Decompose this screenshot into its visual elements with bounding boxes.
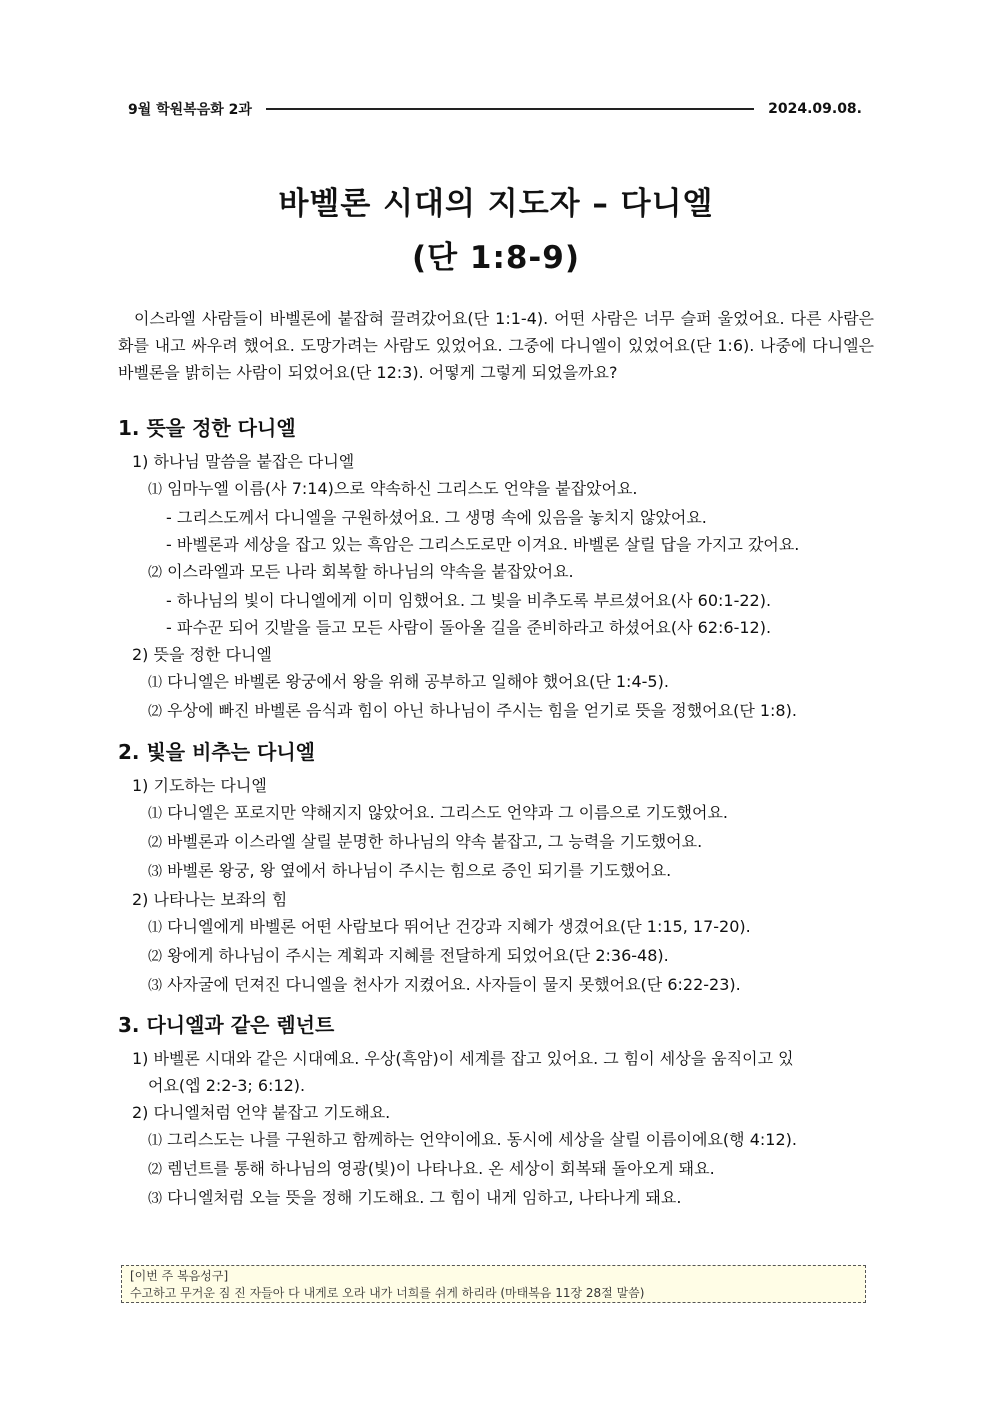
item-marker: ⑶ — [148, 978, 162, 994]
section-1 — [118, 414, 878, 726]
dash-item — [118, 587, 878, 614]
item-marker: ⑴ — [148, 675, 162, 691]
subheading-item — [118, 641, 878, 668]
numbered-item — [118, 1184, 878, 1213]
item-marker: ⑵ — [148, 704, 162, 720]
subheading-item — [118, 772, 878, 799]
page-title: 바벨론 시대의 지도자 – 다니엘 — [278, 186, 714, 222]
section-heading: 1. 뜻을 정한 다니엘 — [118, 416, 296, 440]
dash-item — [118, 504, 878, 531]
list-item-text: 다니엘은 포로지만 약해지지 않았어요. 그리스도 언약과 그 이름으로 기도했어요. — [162, 803, 728, 822]
numbered-item — [118, 668, 878, 697]
item-marker: ⑴ — [148, 1133, 162, 1149]
list-item-text: 그리스도는 나를 구원하고 함께하는 언약이에요. 동시에 세상을 살릴 이름이에요(행 4:12). — [162, 1130, 797, 1149]
section-heading: 2. 빛을 비추는 다니엘 — [118, 740, 315, 764]
item-marker: ⑵ — [148, 565, 162, 581]
subheading-item — [118, 1099, 878, 1126]
list-item-text: 이스라엘과 모든 나라 회복할 하나님의 약속을 붙잡았어요. — [162, 562, 574, 581]
numbered-item — [118, 942, 878, 971]
list-item-text: 임마누엘 이름(사 7:14)으로 약속하신 그리스도 언약을 붙잡았어요. — [162, 479, 638, 498]
verse-label: [이번 주 복음성구] — [130, 1269, 229, 1283]
dash-item — [118, 614, 878, 641]
item-marker: ⑶ — [148, 1191, 162, 1207]
list-item-text: 다니엘은 바벨론 왕궁에서 왕을 위해 공부하고 일해야 했어요(단 1:4-5). — [162, 672, 669, 691]
list-item-text: - 파수꾼 되어 깃발을 들고 모든 사람이 돌아올 길을 준비하라고 하셨어요(사 62:6-12). — [166, 618, 772, 637]
list-item-text: 2) 나타나는 보좌의 힘 — [132, 890, 288, 909]
numbered-item — [118, 558, 878, 587]
list-item-text: 사자굴에 던져진 다니엘을 천사가 지켰어요. 사자들이 물지 못했어요(단 6:22-23). — [162, 975, 741, 994]
numbered-item — [118, 1126, 878, 1155]
lesson-date: 2024.09.08. — [768, 101, 862, 117]
section-heading: 3. 다니엘과 같은 렘넌트 — [118, 1013, 335, 1037]
numbered-item — [118, 913, 878, 942]
intro-text: 이스라엘 사람들이 바벨론에 붙잡혀 끌려갔어요(단 1:1-4). 어떤 사람은 너무 슬퍼 울었어요. 다른 사람은 화를 내고 싸우려 했어요. 도망가려는 사람도 있었어요. 그중에 다니엘이 있었어요(단 1:6). 나중에 다니엘은 바벨론을 밝히는 사람이 되었어요(단 12:3). 어떻게 그렇게 되었을까요? — [118, 309, 874, 382]
item-marker: ⑵ — [148, 949, 162, 965]
numbered-item — [118, 971, 878, 1000]
dash-item — [118, 531, 878, 558]
section-2 — [118, 738, 878, 1000]
list-item-text: - 그리스도께서 다니엘을 구원하셨어요. 그 생명 속에 있음을 놓치지 않았어요. — [166, 508, 707, 527]
verse-text: 수고하고 무거운 짐 진 자들아 다 내게로 오라 내가 너희를 쉬게 하리라 (마태복음 11장 28절 말씀) — [130, 1286, 645, 1300]
section-3 — [118, 1011, 878, 1213]
list-item-text: 1) 바벨론 시대와 같은 시대예요. 우상(흑암)이 세계를 잡고 있어요. 그 힘이 세상을 움직이고 있 — [132, 1049, 794, 1068]
page-header — [128, 98, 862, 120]
numbered-item — [118, 828, 878, 857]
list-item-text: 2) 뜻을 정한 다니엘 — [132, 645, 272, 664]
list-item — [118, 1045, 878, 1099]
list-item-continuation: 어요(엡 2:2-3; 6:12). — [148, 1076, 306, 1095]
list-item-text: 2) 다니엘처럼 언약 붙잡고 기도해요. — [132, 1103, 391, 1122]
weekly-verse-box — [121, 1265, 866, 1303]
item-marker: ⑴ — [148, 482, 162, 498]
numbered-item — [118, 475, 878, 504]
numbered-item — [118, 799, 878, 828]
subheading-item — [118, 448, 878, 475]
list-item-text: - 바벨론과 세상을 잡고 있는 흑암은 그리스도로만 이겨요. 바벨론 살릴 답을 가지고 갔어요. — [166, 535, 800, 554]
subheading-item — [118, 886, 878, 913]
intro-paragraph — [118, 305, 874, 386]
item-marker: ⑵ — [148, 1162, 162, 1178]
list-item-text: - 하나님의 빛이 다니엘에게 이미 임했어요. 그 빛을 비추도록 부르셨어요(사 60:1-22). — [166, 591, 772, 610]
item-marker: ⑴ — [148, 920, 162, 936]
list-item-text: 1) 하나님 말씀을 붙잡은 다니엘 — [132, 452, 355, 471]
list-item-text: 우상에 빠진 바벨론 음식과 힘이 아닌 하나님이 주시는 힘을 얻기로 뜻을 정했어요(단 1:8). — [162, 701, 797, 720]
list-item-text: 다니엘에게 바벨론 어떤 사람보다 뛰어난 건강과 지혜가 생겼어요(단 1:15, 17-20). — [162, 917, 751, 936]
header-rule — [266, 108, 754, 110]
item-marker: ⑵ — [148, 835, 162, 851]
list-item-text: 왕에게 하나님이 주시는 계획과 지혜를 전달하게 되었어요(단 2:36-48). — [162, 946, 669, 965]
list-item-text: 바벨론과 이스라엘 살릴 분명한 하나님의 약속 붙잡고, 그 능력을 기도했어요. — [162, 832, 703, 851]
list-item-text: 다니엘처럼 오늘 뜻을 정해 기도해요. 그 힘이 내게 임하고, 나타나게 돼요. — [162, 1188, 682, 1207]
list-item-text: 렘넌트를 통해 하나님의 영광(빛)이 나타나요. 온 세상이 회복돼 돌아오게 돼요. — [162, 1159, 715, 1178]
item-marker: ⑶ — [148, 864, 162, 880]
lesson-label: 9월 학원복음화 2과 — [128, 102, 252, 118]
list-item-text: 1) 기도하는 다니엘 — [132, 776, 267, 795]
numbered-item — [118, 857, 878, 886]
numbered-item — [118, 697, 878, 726]
item-marker: ⑴ — [148, 806, 162, 822]
page-subtitle: (단 1:8-9) — [411, 240, 581, 276]
list-item-text: 바벨론 왕궁, 왕 옆에서 하나님이 주시는 힘으로 증인 되기를 기도했어요. — [162, 861, 672, 880]
numbered-item — [118, 1155, 878, 1184]
